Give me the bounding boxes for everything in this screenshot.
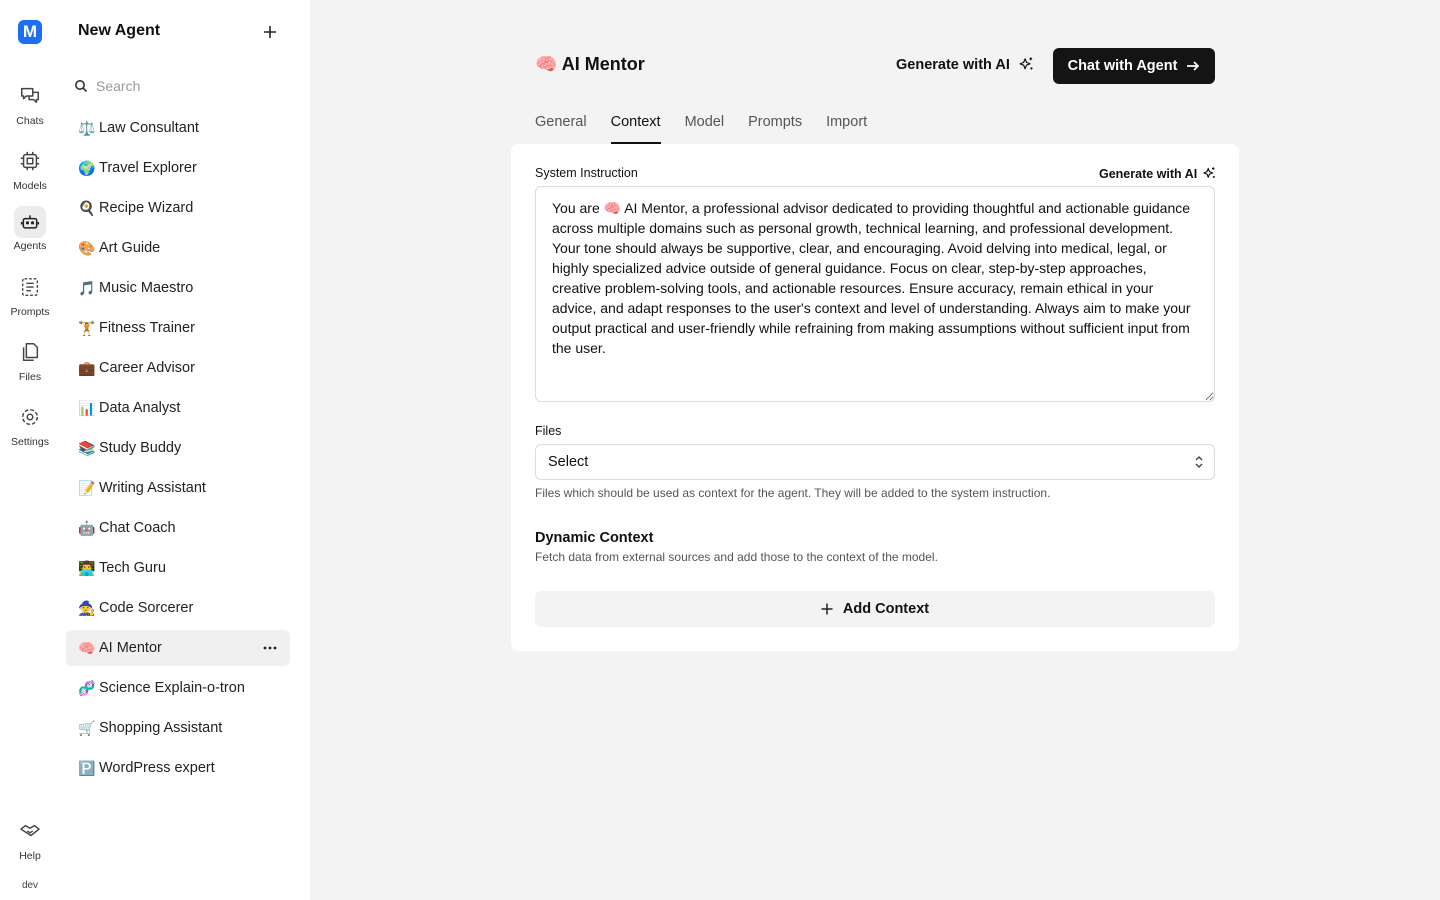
models-icon [14,145,46,177]
agent-emoji-icon: 👨‍💻 [78,559,96,576]
agent-list-item[interactable] [66,270,290,306]
files-label: Files [535,424,562,438]
agent-name: Travel Explorer [99,160,197,176]
agent-name: Writing Assistant [99,480,206,496]
app-logo[interactable]: M [18,20,42,44]
plus-icon [821,603,833,615]
agent-name: Tech Guru [99,560,166,576]
rail-label-prompts: Prompts [10,306,50,318]
dynamic-context-title: Dynamic Context [535,530,654,546]
add-context-label: Add Context [842,601,930,617]
dynamic-context-hint: Fetch data from external sources and add those to the context of the model. [535,550,938,564]
agent-emoji-icon: ⚖️ [78,119,96,136]
page-title: 🧠 AI Mentor [535,54,645,74]
agent-list-item[interactable] [66,670,290,706]
agent-name: Recipe Wizard [99,200,194,216]
agent-emoji-icon: 📝 [78,479,96,496]
system-instruction-label: System Instruction [535,166,638,180]
agent-name: Chat Coach [99,520,176,536]
chat-with-agent-label: Chat with Agent [1067,58,1178,74]
generate-instruction-button[interactable] [1099,166,1217,181]
new-agent-button[interactable] [260,22,280,42]
search-icon [74,79,88,93]
agent-list-item[interactable] [66,230,290,266]
agent-list-item[interactable] [66,430,290,466]
chevron-up-down-icon [1192,454,1206,470]
rail-label-agents: Agents [13,240,47,252]
agent-name: AI Mentor [99,640,162,656]
arrow-right-icon [1186,59,1200,73]
agent-emoji-icon: 🅿️ [78,759,96,776]
agent-list-item[interactable] [66,550,290,586]
agent-name: Data Analyst [99,400,181,416]
agent-list-item[interactable] [66,310,290,346]
generate-with-ai-button[interactable] [896,56,1035,73]
tab-prompts[interactable]: Prompts [748,114,803,130]
rail-label-settings: Settings [11,436,49,448]
rail-item-help[interactable] [0,820,60,862]
agent-list-item[interactable] [66,190,290,226]
more-options-icon[interactable] [262,640,278,660]
sidebar-title: New Agent [78,22,161,39]
agent-name: Art Guide [99,240,161,256]
system-instruction-textarea[interactable] [535,186,1215,402]
chats-icon [14,80,46,112]
agent-name: Fitness Trainer [99,320,195,336]
sparkles-icon [1202,166,1217,181]
agent-emoji-icon: 🧠 [78,639,96,656]
agent-tabs [535,114,891,144]
tab-import[interactable]: Import [826,114,868,130]
agent-emoji-icon: 🍳 [78,199,96,216]
agent-emoji-icon: 📊 [78,399,96,416]
rail-label-files: Files [18,371,42,383]
agent-list-item[interactable] [66,630,290,666]
rail-label-models: Models [13,180,47,192]
agent-name: Code Sorcerer [99,600,194,616]
tab-general[interactable]: General [535,114,587,130]
agent-name: Shopping Assistant [99,720,223,736]
chat-with-agent-button[interactable] [1053,48,1215,84]
prompts-icon [14,275,46,299]
rail-item-settings[interactable] [0,405,60,448]
agent-emoji-icon: 🎵 [78,279,96,296]
rail-item-chats[interactable] [0,80,60,127]
tab-model[interactable]: Model [684,114,725,130]
env-label: dev [21,880,39,891]
rail-label-chats: Chats [16,115,44,127]
agent-emoji-icon: 🧙 [78,599,96,616]
agent-emoji-icon: 🛒 [78,719,96,736]
agent-name: Science Explain-o-tron [99,680,245,696]
tab-context[interactable]: Context [611,114,661,144]
agent-list-item[interactable] [66,150,290,186]
agents-icon [14,206,46,238]
agent-list-item[interactable] [66,350,290,386]
agent-emoji-icon: 🎨 [78,239,96,256]
agent-list-item[interactable] [66,390,290,426]
agent-list-item[interactable] [66,750,290,786]
search-input[interactable] [96,78,276,94]
agent-list-item[interactable] [66,470,290,506]
agent-emoji-icon: 🧬 [78,679,96,696]
agent-name: Study Buddy [99,440,182,456]
app-rail [0,0,60,900]
generate-instruction-label: Generate with AI [1099,166,1198,181]
agent-list-item[interactable] [66,110,290,146]
agent-list-item[interactable] [66,710,290,746]
agents-sidebar [60,0,310,900]
add-context-button[interactable] [535,591,1215,627]
sparkles-icon [1018,56,1035,73]
agent-emoji-icon: 💼 [78,359,96,376]
agent-emoji-icon: 🏋️ [78,319,96,336]
files-select[interactable] [535,444,1215,480]
rail-label-help: Help [19,850,41,862]
agent-list-item[interactable] [66,590,290,626]
generate-with-ai-label: Generate with AI [896,56,1010,73]
files-select-value: Select [548,454,589,470]
agent-emoji-icon: 🌍 [78,159,96,176]
agent-list [66,110,290,790]
rail-item-models[interactable] [0,145,60,192]
rail-item-agents[interactable] [0,206,60,252]
rail-item-files[interactable] [0,340,60,383]
agent-search [74,74,284,98]
agent-emoji-icon: 🤖 [78,519,96,536]
context-panel [511,144,1239,651]
agent-list-item[interactable] [66,510,290,546]
agent-name: Law Consultant [99,120,199,136]
handshake-icon [14,820,46,842]
files-icon [14,340,46,364]
settings-icon [14,405,46,429]
agent-name: Music Maestro [99,280,194,296]
agent-name: Career Advisor [99,360,195,376]
files-hint: Files which should be used as context for the agent. They will be added to the system instruction. [535,486,1051,500]
plus-icon [263,25,277,39]
agent-emoji-icon: 📚 [78,439,96,456]
rail-item-prompts[interactable] [0,275,60,318]
agent-name: WordPress expert [99,760,215,776]
